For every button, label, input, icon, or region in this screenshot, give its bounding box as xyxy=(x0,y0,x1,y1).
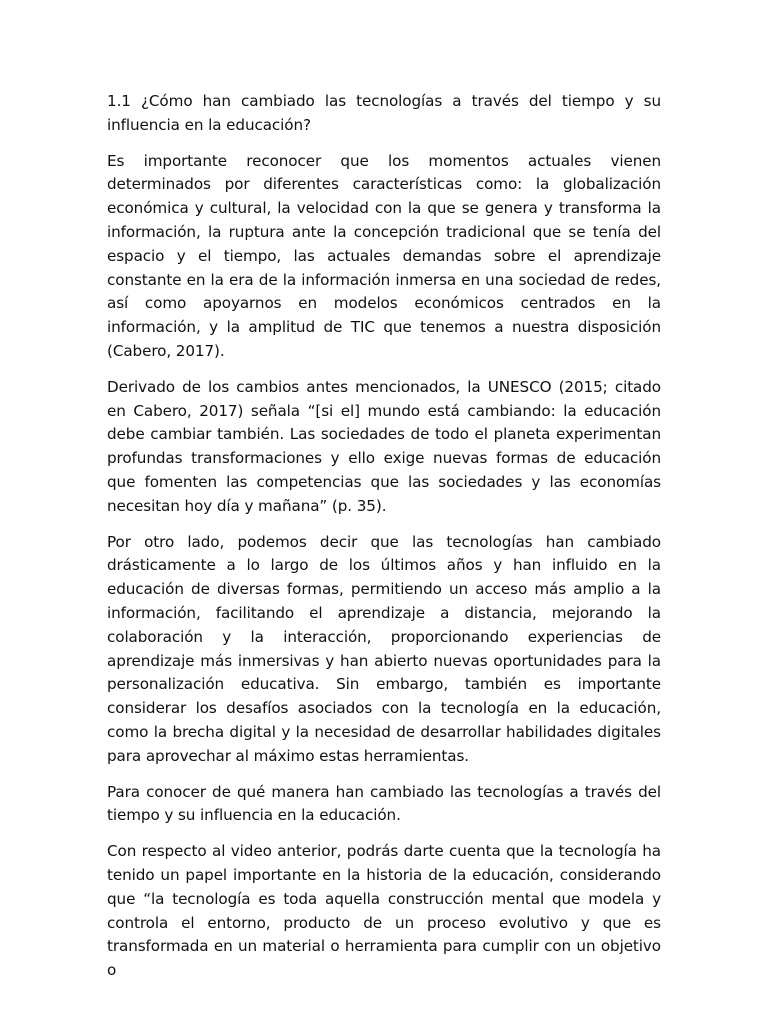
paragraph-4: Para conocer de qué manera han cambiado las tecnologías a través del tiempo y su influencia en la educación. xyxy=(107,782,661,825)
paragraph-5: Con respecto al video anterior, podrás darte cuenta que la tecnología ha tenido un papel importante en la historia de la educación, considerando que “la tecnología es toda aquella construcción mental que modela y controla el entorno, producto de un proceso evolutivo y que es transformada en un material o herramienta para cumplir con un objetivo o xyxy=(107,842,661,980)
paragraph-2: Derivado de los cambios antes mencionados, la UNESCO (2015; citado en Cabero, 2017) señala “[si el] mundo está cambiando: la educación debe cambiar también. Las sociedades de todo el planeta experimentan profundas transformaciones y ello exige nuevas formas de educación que fomenten las competencias que las sociedades y las economías necesitan hoy día y mañana” (p. 35). xyxy=(107,377,661,515)
section-heading: 1.1 ¿Cómo han cambiado las tecnologías a través del tiempo y su influencia en la educación? xyxy=(107,92,661,134)
paragraph-3: Por otro lado, podemos decir que las tecnologías han cambiado drásticamente a lo largo de los últimos años y han influido en la educación de diversas formas, permitiendo un acceso más amplio a la información, facilitando el aprendizaje a distancia, mejorando la colaboración y la interacción, proporcionando experiencias de aprendizaje más inmersivas y han abierto nuevas oportunidades para la personalización educativa. Sin embargo, también es importante considerar los desafíos asociados con la tecnología en la educación, como la brecha digital y la necesidad de desarrollar habilidades digitales para aprovechar al máximo estas herramientas. xyxy=(107,532,661,765)
document-page xyxy=(107,90,661,995)
paragraph-1: Es importante reconocer que los momentos actuales vienen determinados por diferentes características como: la globalización económica y cultural, la velocidad con la que se genera y transforma la información, la ruptura ante la concepción tradicional que se tenía del espacio y el tiempo, las actuales demandas sobre el aprendizaje constante en la era de la información inmersa en una sociedad de redes, así como apoyarnos en modelos económicos centrados en la información, y la amplitud de TIC que tenemos a nuestra disposición (Cabero, 2017). xyxy=(107,151,661,360)
